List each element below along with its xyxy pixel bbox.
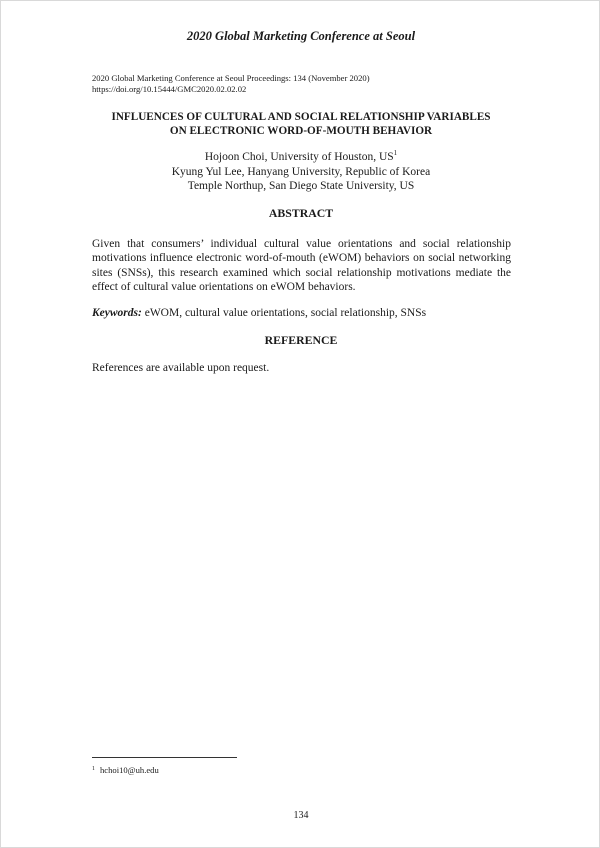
author-name: Hojoon Choi, University of Houston, US [204, 151, 394, 163]
keywords [92, 306, 511, 320]
paper-title-line-2: ON ELECTRONIC WORD-OF-MOUTH BEHAVIOR [169, 124, 433, 137]
proceedings-citation: 2020 Global Marketing Conference at Seoul Proceedings: 134 (November 2020) [92, 73, 370, 83]
abstract-body: Given that consumers’ individual cultural value orientations and social relationship motivations influence electronic word-of-mouth (eWOM) behaviors on social networking sites (SNSs), this research examined which social relationship motivations mediate the effect of cultural value orientations on eWOM behaviors. [92, 238, 511, 294]
reference-heading: REFERENCE [264, 333, 338, 347]
author-line: Kyung Yul Lee, Hanyang University, Republic of Korea [171, 165, 431, 178]
footnote-number: 1 [92, 766, 95, 772]
abstract-heading: ABSTRACT [268, 206, 334, 220]
running-header: 2020 Global Marketing Conference at Seoul [186, 29, 416, 43]
proceedings-info [92, 73, 370, 95]
page-number: 134 [293, 810, 309, 821]
paper-title [1, 111, 600, 138]
author-list [1, 150, 600, 194]
keywords-label: Keywords: [92, 307, 142, 319]
keywords-list: eWOM, cultural value orientations, social relationship, SNSs [144, 307, 427, 319]
author-line [1, 150, 600, 165]
doi-link[interactable]: https://doi.org/10.15444/GMC2020.02.02.02 [92, 84, 247, 94]
footnote-email[interactable]: hchoi10@uh.edu [100, 765, 159, 775]
reference-body: References are available upon request. [92, 362, 270, 374]
paper-title-line-1: INFLUENCES OF CULTURAL AND SOCIAL RELATIONSHIP VARIABLES [111, 111, 491, 123]
footnote [92, 765, 159, 776]
footnote-divider [92, 757, 237, 758]
author-line: Temple Northup, San Diego State University, US [187, 180, 415, 192]
footnote-marker[interactable]: 1 [393, 149, 398, 157]
